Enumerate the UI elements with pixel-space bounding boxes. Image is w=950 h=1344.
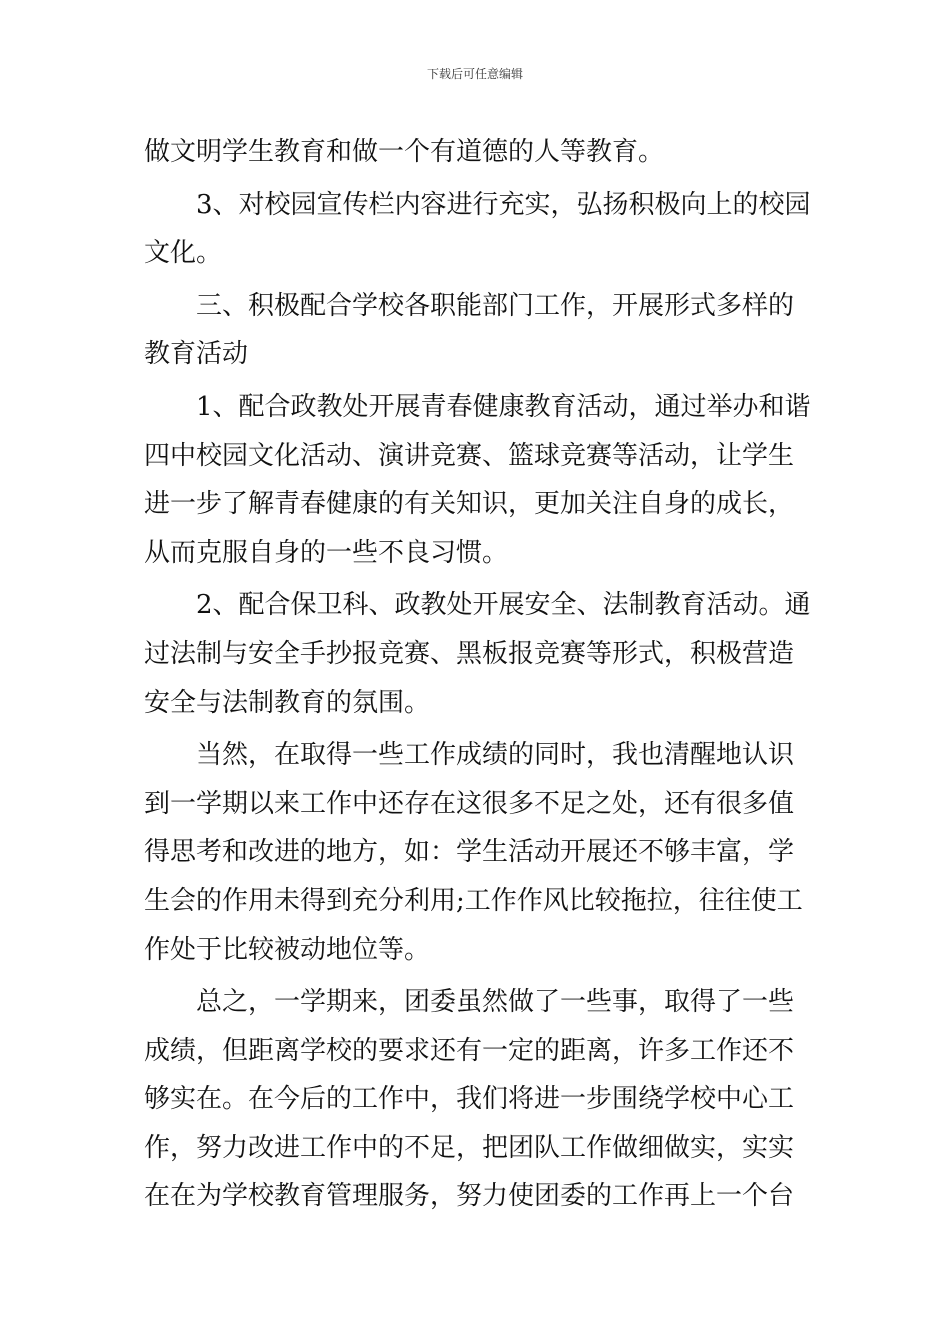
section-heading-line: 三、积极配合学校各职能部门工作，开展形式多样的 — [196, 290, 795, 321]
paragraph-line: 在在为学校教育管理服务，努力使团委的工作再上一个台 — [144, 1181, 795, 1212]
paragraph-line: 生会的作用未得到充分利用;工作作风比较拖拉，往往使工 — [144, 885, 803, 916]
document-body — [144, 128, 810, 1221]
paragraph-line: 进一步了解青春健康的有关知识，更加关注自身的成长， — [144, 489, 795, 520]
paragraph-line: 安全与法制教育的氛围。 — [144, 687, 431, 718]
paragraph-line: 总之，一学期来，团委虽然做了一些事，取得了一些 — [196, 987, 795, 1018]
paragraph-line: 过法制与安全手抄报竞赛、黑板报竞赛等形式，积极营造 — [144, 638, 795, 669]
paragraph-line: 文化。 — [144, 238, 223, 269]
paragraph-line: 作，努力改进工作中的不足，把团队工作做细做实，实实 — [144, 1132, 795, 1163]
paragraph-line: 成绩，但距离学校的要求还有一定的距离，许多工作还不 — [144, 1035, 795, 1066]
page-header: 下载后可任意编辑 — [426, 67, 523, 81]
section-heading-line: 教育活动 — [144, 339, 249, 370]
paragraph-line: 做文明学生教育和做一个有道德的人等教育。 — [144, 137, 665, 167]
paragraph-line: 得思考和改进的地方，如：学生活动开展还不够丰富，学 — [144, 837, 795, 868]
paragraph-line: 够实在。在今后的工作中，我们将进一步围绕学校中心工 — [144, 1084, 795, 1115]
paragraph-line: 1、配合政教处开展青春健康教育活动，通过举办和谐 — [196, 391, 811, 422]
paragraph-line: 当然，在取得一些工作成绩的同时，我也清醒地认识 — [196, 740, 795, 771]
paragraph-line: 3、对校园宣传栏内容进行充实，弘扬积极向上的校园 — [196, 189, 811, 220]
paragraph-line: 四中校园文化活动、演讲竞赛、篮球竞赛等活动，让学生 — [144, 440, 795, 471]
paragraph-line: 到一学期以来工作中还存在这很多不足之处，还有很多值 — [144, 788, 795, 819]
paragraph-line: 2、配合保卫科、政教处开展安全、法制教育活动。通 — [196, 590, 811, 621]
paragraph-line: 作处于比较被动地位等。 — [144, 934, 431, 965]
paragraph-line: 从而克服自身的一些不良习惯。 — [144, 537, 509, 568]
